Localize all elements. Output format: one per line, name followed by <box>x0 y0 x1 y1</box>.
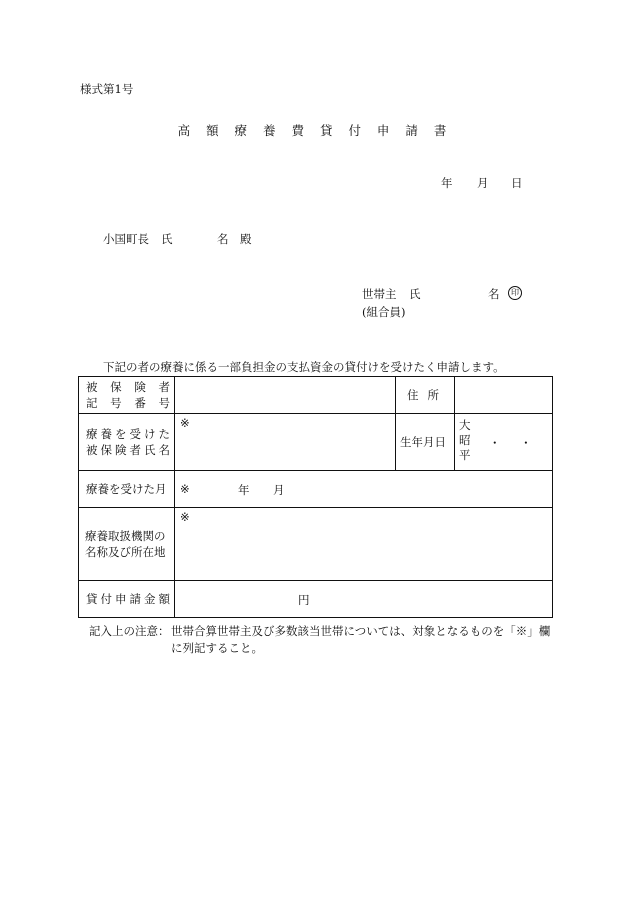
intro-text: 下記の者の療養に係る一部負担金の支払資金の貸付けを受けたく申請します。 <box>103 360 505 374</box>
era-options <box>459 418 471 463</box>
loan-amount-label: 貸 付 申 請 金 額 <box>79 581 175 618</box>
date-day-label: 日 <box>511 176 523 190</box>
treatment-year-label: 年 <box>238 483 250 497</box>
applicant-mei: 名 <box>488 287 500 301</box>
notes-line-2: に列記すること。 <box>171 641 263 655</box>
date-separators: ・ ・ <box>489 436 532 450</box>
application-table <box>78 376 553 618</box>
treatment-month-field[interactable] <box>175 471 553 508</box>
addressee-shi: 氏 <box>161 232 173 246</box>
addressee-tono: 殿 <box>240 232 252 246</box>
treatment-month-unit: 月 <box>273 483 285 497</box>
insured-number-field[interactable] <box>175 377 396 414</box>
date-month-label: 月 <box>477 176 489 190</box>
institution-field[interactable] <box>175 508 553 581</box>
notes-label: 記入上の注意： <box>89 624 170 638</box>
date-year-label: 年 <box>441 176 453 190</box>
institution-label: 療養取扱機関の 名称及び所在地 <box>79 508 175 581</box>
union-member-label: (組合員) <box>362 305 406 319</box>
loan-amount-field[interactable] <box>175 581 553 618</box>
applicant-shi: 氏 <box>409 287 421 301</box>
mayor-title: 小国町長 <box>103 232 149 246</box>
birth-date-field[interactable] <box>455 414 553 471</box>
patient-name-field[interactable] <box>175 414 396 471</box>
asterisk-mark: ※ <box>180 510 190 524</box>
asterisk-mark: ※ <box>180 482 190 496</box>
addressee-mei: 名 <box>217 232 229 246</box>
insured-number-label: 被 保 険 者 記 号 番 号 <box>79 377 175 414</box>
notes-line-1: 世帯合算世帯主及び多数該当世帯については、対象となるものを「※」欄 <box>171 624 551 638</box>
document-title: 高 額 療 養 費 貸 付 申 請 書 <box>177 123 453 138</box>
era-taisho: 大 <box>459 418 471 432</box>
treatment-month-label: 療養を受けた月 <box>79 471 175 508</box>
era-showa: 昭 <box>459 433 471 447</box>
birth-date-label: 生年月日 <box>396 414 455 471</box>
form-number: 様式第1号 <box>80 82 134 96</box>
yen-unit: 円 <box>298 593 310 607</box>
asterisk-mark: ※ <box>180 416 190 430</box>
applicant-head-label: 世帯主 <box>362 287 397 301</box>
address-label: 住 所 <box>396 377 455 414</box>
address-field[interactable] <box>455 377 553 414</box>
era-heisei: 平 <box>459 448 471 462</box>
seal-mark: 印 <box>508 286 522 300</box>
patient-name-label: 療 養 を 受 け た 被 保 険 者 氏 名 <box>79 414 175 471</box>
